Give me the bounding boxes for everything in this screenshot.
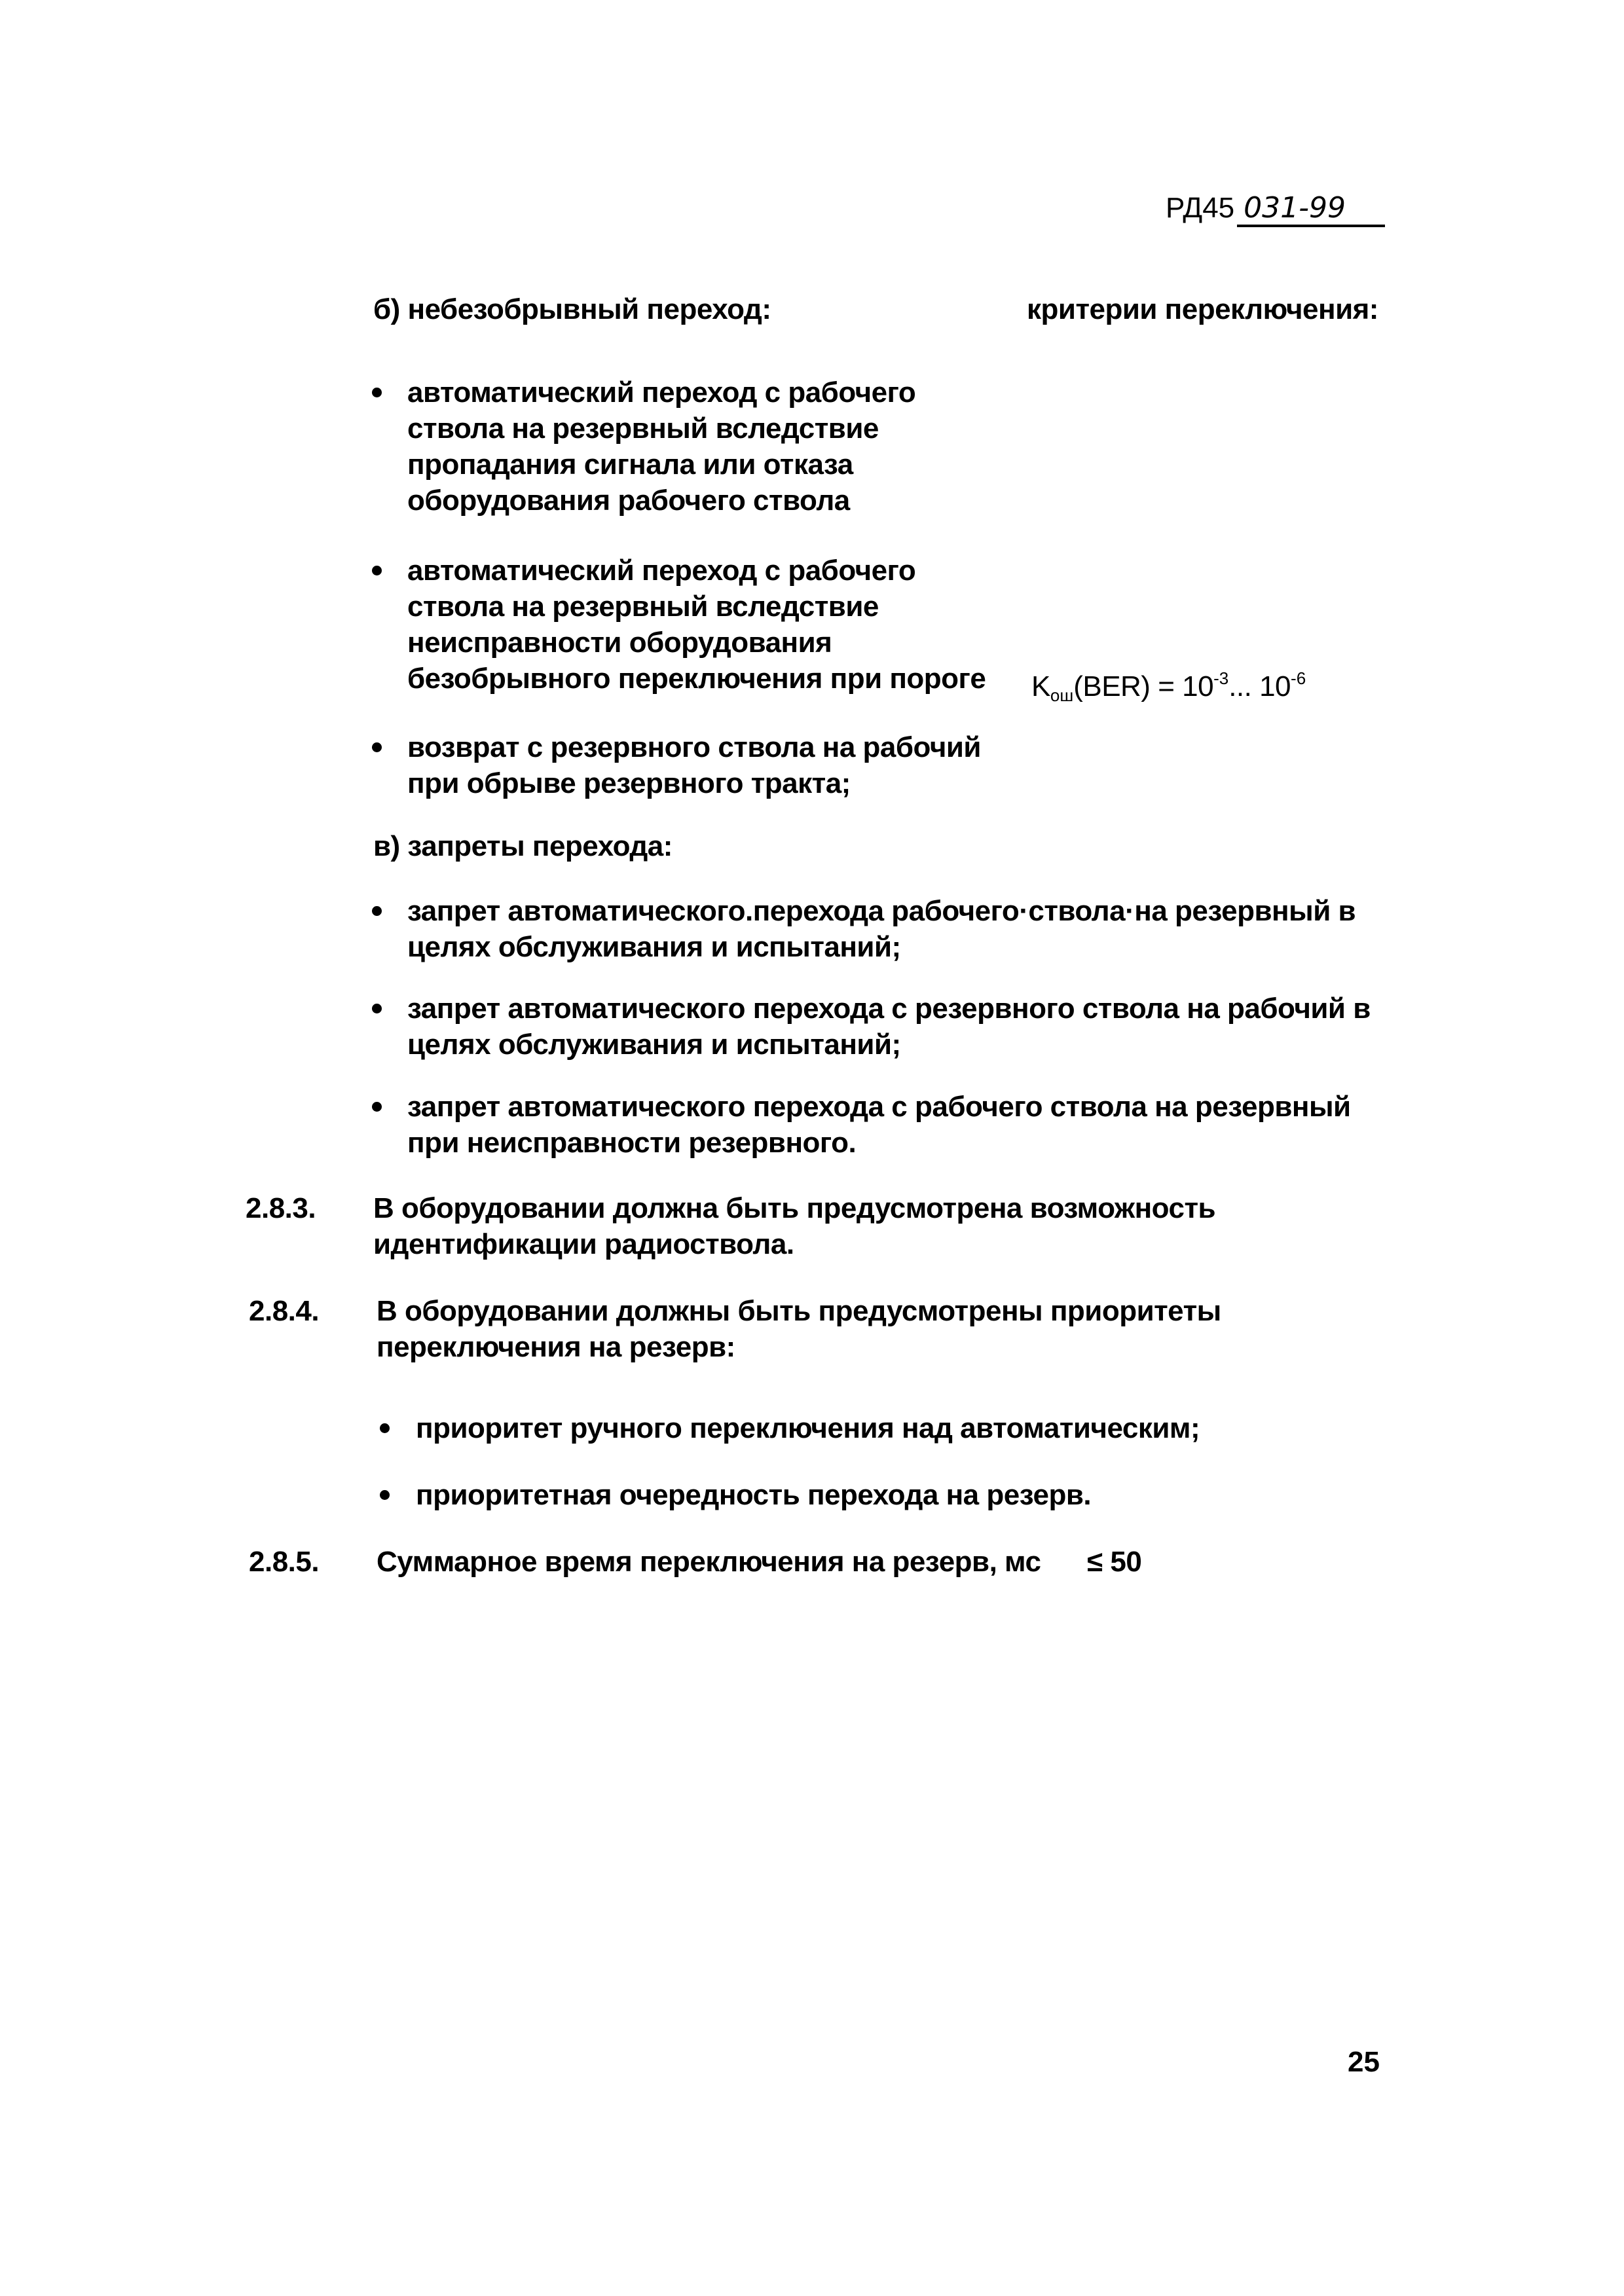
ber-exponent-max: -6 [1291,668,1306,688]
page-number: 25 [1348,2046,1380,2078]
bullet-icon [380,1423,390,1433]
list-item-line: при неисправности резервного. [407,1127,857,1159]
ber-exponent-min: -3 [1213,668,1229,688]
section-v-heading: в) запреты перехода: [373,830,673,862]
clause-number: 2.8.5. [249,1546,320,1578]
bullet-icon [380,1490,390,1500]
criteria-heading: критерии переключения: [1027,293,1378,325]
list-item-line: приоритетная очередность перехода на резерв. [416,1479,1092,1511]
bullet-icon [372,388,382,397]
list-item-line: целях обслуживания и испытаний; [407,931,901,963]
list-item-line: запрет автоматического.перехода рабочего·ствола·на резервный в [407,895,1356,927]
list-item-line: при обрыве резервного тракта; [407,767,851,799]
clause-number: 2.8.3. [246,1192,316,1224]
list-item-line: неисправности оборудования [407,627,832,659]
document-code-number: 031-99 [1237,192,1385,227]
list-item-line: приоритет ручного переключения над автоматическим; [416,1412,1200,1444]
bullet-icon [372,566,382,575]
clause-line: В оборудовании должны быть предусмотрены приоритеты [377,1295,1221,1327]
clause-line: переключения на резерв: [377,1331,735,1363]
bullet-icon [372,1004,382,1013]
list-item-line: возврат с резервного ствола на рабочий [407,731,981,763]
clause-number: 2.8.4. [249,1295,320,1327]
list-item-line: ствола на резервный вследствие [407,591,879,623]
list-item-line: запрет автоматического перехода с резервного ствола на рабочий в [407,993,1371,1025]
bullet-icon [372,1102,382,1112]
list-item-line: целях обслуживания и испытаний; [407,1029,901,1061]
clause-line: идентификации радиоствола. [373,1228,794,1260]
bullet-icon [372,906,382,916]
clause-line: Суммарное время переключения на резерв, мс [377,1546,1041,1578]
ber-subscript: ош [1050,685,1074,705]
document-code-prefix: РД45 [1166,192,1235,224]
list-item-line: ствола на резервный вследствие [407,412,879,445]
list-item-line: пропадания сигнала или отказа [407,448,853,481]
switch-time-value: ≤ 50 [1087,1546,1142,1578]
section-b-heading: б) небезобрывный переход: [373,293,771,325]
ber-paren: (BER) = 10 [1073,670,1214,702]
list-item-line: автоматический переход с рабочего [407,555,916,587]
bullet-icon [372,742,382,752]
list-item-line: безобрывного переключения при пороге [407,663,986,695]
document-code [1166,190,1385,227]
list-item-line: запрет автоматического перехода с рабочего ствола на резервный [407,1091,1351,1123]
list-item-line: автоматический переход с рабочего [407,376,916,409]
list-item-line: оборудования рабочего ствола [407,484,850,517]
ber-symbol: K [1031,670,1050,702]
ber-mid: ... 10 [1228,670,1291,702]
ber-criterion [1031,661,1306,714]
clause-line: В оборудовании должна быть предусмотрена возможность [373,1192,1216,1224]
